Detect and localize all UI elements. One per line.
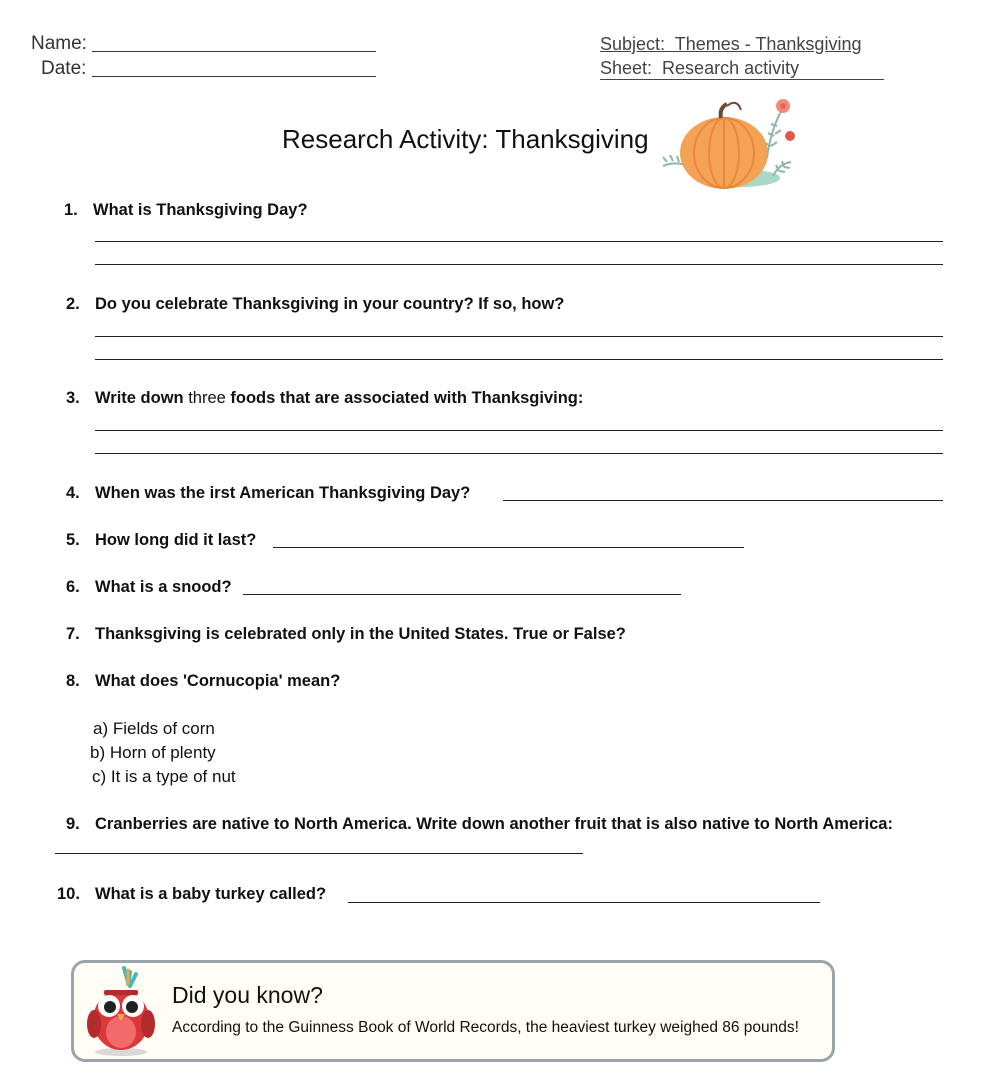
option-a: a) Fields of corn [93,719,215,738]
question-number: 7. [66,625,80,643]
question-number: 1. [64,201,78,219]
answer-line-10[interactable] [348,902,820,903]
date-label: Date: [41,58,87,79]
question-text-a: Write down [95,389,184,407]
question-text-b: three [188,389,226,407]
question-text: What is a baby turkey called? [95,885,327,903]
question-1 [64,201,308,220]
did-you-know-text: According to the Guinness Book of World Records, the heaviest turkey weighed 86 pounds! [172,1019,799,1036]
answer-line-1b[interactable] [95,264,943,265]
question-9 [66,815,893,834]
question-number: 10. [57,885,80,903]
question-text-c: foods that are associated with Thanksgiving: [230,389,584,407]
answer-line-2b[interactable] [95,359,943,360]
question-number: 8. [66,672,80,690]
date-field[interactable] [92,76,376,77]
question-number: 2. [66,295,80,313]
question-text: What is a snood? [95,578,232,596]
answer-line-5[interactable] [273,547,744,548]
question-text: Do you celebrate Thanksgiving in your country? If so, how? [95,295,565,313]
did-you-know-title: Did you know? [172,982,323,1008]
question-8 [66,672,340,691]
question-number: 9. [66,815,80,833]
name-field[interactable] [92,51,376,52]
question-7 [66,625,626,644]
answer-line-6[interactable] [243,594,681,595]
did-you-know-box [71,960,835,1062]
page-title: Research Activity: Thanksgiving [282,124,649,154]
question-text: Thanksgiving is celebrated only in the United States. True or False? [95,625,626,643]
question-10 [57,885,326,904]
answer-line-1a[interactable] [95,241,943,242]
answer-line-3b[interactable] [95,453,943,454]
question-number: 4. [66,484,80,502]
question-text: What is Thanksgiving Day? [93,201,308,219]
question-6 [66,578,232,597]
question-text: Cranberries are native to North America. Write down another fruit that is also native to North America: [95,815,893,833]
question-text: How long did it last? [95,531,257,549]
answer-line-2a[interactable] [95,336,943,337]
question-text: What does 'Cornucopia' mean? [95,672,341,690]
option-b: b) Horn of plenty [90,743,216,762]
question-5 [66,531,256,550]
option-c: c) It is a type of nut [92,767,236,786]
answer-line-4[interactable] [503,500,943,501]
question-number: 5. [66,531,80,549]
name-label: Name: [31,33,87,54]
question-4 [66,484,470,503]
question-number: 3. [66,389,80,407]
subject-label: Subject: Themes - Thanksgiving [600,34,862,54]
answer-line-3a[interactable] [95,430,943,431]
question-2 [66,295,564,314]
pumpkin-icon [655,96,805,196]
question-3 [66,389,583,408]
question-text: When was the irst American Thanksgiving Day? [95,484,471,502]
question-number: 6. [66,578,80,596]
sheet-label: Sheet: Research activity [600,58,884,80]
answer-line-9[interactable] [55,853,583,854]
owl-icon [84,966,158,1058]
